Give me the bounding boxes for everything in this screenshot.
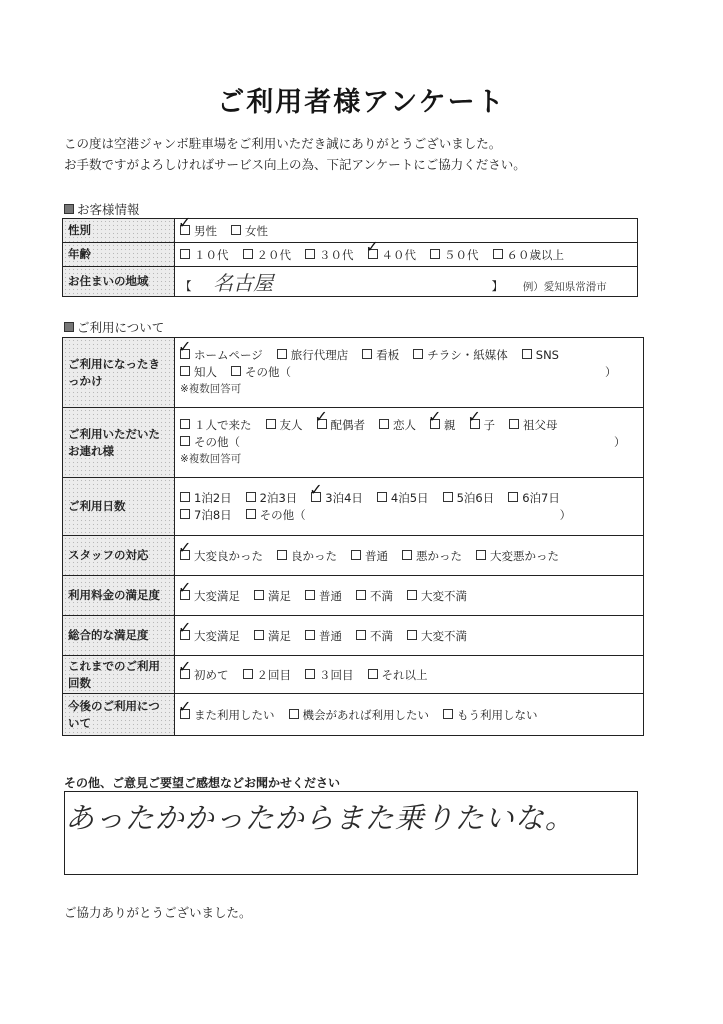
usage-table xyxy=(62,337,644,736)
checkbox-icon[interactable] xyxy=(305,590,315,600)
option-item[interactable] xyxy=(180,347,263,364)
checkbox-icon[interactable] xyxy=(443,492,453,502)
option-item[interactable] xyxy=(180,417,252,434)
checkbox-icon[interactable] xyxy=(180,436,190,446)
option-item[interactable] xyxy=(305,588,342,604)
option-label: ４０代 xyxy=(381,247,416,262)
checkbox-icon[interactable] xyxy=(180,366,190,376)
trigger-note: ※複数回答可 xyxy=(180,383,242,395)
option-item[interactable] xyxy=(379,417,416,434)
option-label: 4泊5日 xyxy=(390,490,429,505)
checkbox-icon[interactable] xyxy=(362,349,372,359)
option-item[interactable] xyxy=(443,490,495,507)
days-close-paren: ） xyxy=(559,507,572,522)
checkbox-icon[interactable] xyxy=(476,550,486,560)
days-row xyxy=(63,478,644,536)
option-item[interactable] xyxy=(231,223,268,239)
option-label: 1泊2日 xyxy=(194,490,232,505)
option-label: 恋人 xyxy=(393,418,416,432)
option-item[interactable] xyxy=(508,490,560,507)
option-label: 3泊4日 xyxy=(325,490,363,505)
option-label: 大変悪かった xyxy=(490,548,559,563)
option-item[interactable] xyxy=(305,247,354,263)
closing-text: ご協力ありがとうございました。 xyxy=(64,905,252,920)
option-label: 大変満足 xyxy=(194,588,240,603)
trigger-options xyxy=(175,338,644,408)
checkbox-icon[interactable] xyxy=(379,419,389,429)
option-label: 6泊7日 xyxy=(522,490,560,505)
checkbox-icon[interactable] xyxy=(305,249,315,259)
option-label: 男性 xyxy=(194,223,217,238)
option-label: ６０歳以上 xyxy=(506,247,564,262)
option-item[interactable] xyxy=(305,628,342,644)
checked-checkbox-icon[interactable] xyxy=(180,590,190,600)
intro-line-1: この度は空港ジャンボ駐車場をご利用いただき誠にありがとうございました。 xyxy=(64,136,502,151)
option-label: 大変満足 xyxy=(194,628,240,643)
count-row xyxy=(63,656,644,694)
option-item[interactable] xyxy=(317,417,366,434)
age-row xyxy=(63,243,638,267)
option-label: ホームページ xyxy=(194,348,263,362)
region-close-bracket: 】 xyxy=(491,279,504,293)
option-item[interactable] xyxy=(180,707,275,723)
checkbox-icon[interactable] xyxy=(508,492,518,502)
option-item[interactable] xyxy=(402,548,462,564)
region-handwritten-value: 名古屋 xyxy=(213,271,274,295)
option-item[interactable] xyxy=(476,548,559,564)
checked-checkbox-icon[interactable] xyxy=(180,709,190,719)
checked-checkbox-icon[interactable] xyxy=(311,492,321,502)
checkbox-icon[interactable] xyxy=(266,419,276,429)
future-label: 今後のご利用について xyxy=(63,694,175,736)
option-label: 配偶者 xyxy=(330,418,365,432)
option-label: SNS xyxy=(535,348,559,362)
age-label: 年齢 xyxy=(63,243,175,267)
checked-checkbox-icon[interactable] xyxy=(430,419,440,429)
option-label: 普通 xyxy=(319,588,342,603)
checkbox-icon[interactable] xyxy=(356,630,366,640)
option-item[interactable] xyxy=(180,223,217,239)
checked-checkbox-icon[interactable] xyxy=(180,550,190,560)
option-label: １人で来た xyxy=(194,418,252,432)
option-item[interactable] xyxy=(305,667,354,683)
checkbox-icon[interactable] xyxy=(413,349,423,359)
option-label: 知人 xyxy=(194,365,217,379)
checkbox-icon[interactable] xyxy=(407,590,417,600)
checkbox-icon[interactable] xyxy=(277,550,287,560)
option-label: 旅行代理店 xyxy=(290,348,349,362)
option-item[interactable] xyxy=(254,588,291,604)
checked-checkbox-icon[interactable] xyxy=(368,249,378,259)
option-label: 不満 xyxy=(370,628,393,643)
option-item[interactable] xyxy=(180,490,232,507)
option-label: 不満 xyxy=(370,588,393,603)
option-item[interactable] xyxy=(368,667,428,683)
future-options xyxy=(175,694,644,736)
companion-options xyxy=(175,408,644,478)
option-item[interactable] xyxy=(254,628,291,644)
option-label: 機会があれば利用したい xyxy=(302,707,429,722)
region-field[interactable] xyxy=(175,267,638,297)
customer-info-table xyxy=(62,218,638,297)
checkbox-icon[interactable] xyxy=(356,590,366,600)
option-label: その他（ xyxy=(194,435,240,449)
option-item[interactable] xyxy=(470,417,496,434)
option-item[interactable] xyxy=(243,247,292,263)
option-label: 子 xyxy=(483,418,495,432)
option-label: 7泊8日 xyxy=(194,507,232,522)
checkbox-icon[interactable] xyxy=(368,669,378,679)
staff-options xyxy=(175,536,644,576)
survey-title: ご利用者様アンケート xyxy=(217,87,506,118)
option-item[interactable] xyxy=(351,548,388,564)
option-item[interactable] xyxy=(180,364,217,381)
companion-note: ※複数回答可 xyxy=(180,453,242,465)
checkbox-icon[interactable] xyxy=(254,590,264,600)
option-item[interactable] xyxy=(277,548,337,564)
option-item[interactable] xyxy=(356,588,393,604)
checked-checkbox-icon[interactable] xyxy=(180,669,190,679)
companion-close-paren: ） xyxy=(614,435,626,449)
option-label: 満足 xyxy=(268,588,291,603)
option-label: 満足 xyxy=(268,628,291,643)
option-item[interactable] xyxy=(180,667,229,683)
checkbox-icon[interactable] xyxy=(277,349,287,359)
checkbox-icon[interactable] xyxy=(443,709,453,719)
checked-checkbox-icon[interactable] xyxy=(180,630,190,640)
option-label: 大変不満 xyxy=(421,628,467,643)
option-item[interactable] xyxy=(430,417,456,434)
option-label: 親 xyxy=(444,418,456,432)
checkbox-icon[interactable] xyxy=(509,419,519,429)
option-label: その他（ xyxy=(245,365,291,379)
checkbox-icon[interactable] xyxy=(305,669,315,679)
comments-box[interactable] xyxy=(64,791,638,875)
checkbox-icon[interactable] xyxy=(522,349,532,359)
checkbox-icon[interactable] xyxy=(254,630,264,640)
region-open-bracket: 【 xyxy=(180,279,192,293)
checkbox-icon[interactable] xyxy=(305,630,315,640)
option-label: ２０代 xyxy=(256,247,291,262)
option-item[interactable] xyxy=(377,490,429,507)
option-label: 友人 xyxy=(279,418,303,432)
staff-row xyxy=(63,536,644,576)
option-item[interactable] xyxy=(180,247,229,263)
checkbox-icon[interactable] xyxy=(180,249,190,259)
trigger-close-paren: ） xyxy=(605,365,617,379)
option-label: 看板 xyxy=(376,348,400,362)
option-item[interactable] xyxy=(362,347,399,364)
checkbox-icon[interactable] xyxy=(231,225,241,235)
option-label: また利用したい xyxy=(194,707,275,722)
checkbox-icon[interactable] xyxy=(180,419,190,429)
checked-checkbox-icon[interactable] xyxy=(180,349,190,359)
option-item[interactable] xyxy=(266,417,303,434)
checked-checkbox-icon[interactable] xyxy=(180,225,190,235)
option-item[interactable] xyxy=(522,347,559,364)
option-label: ３０代 xyxy=(319,247,354,262)
usage-section-heading: ご利用について xyxy=(64,318,164,336)
option-item[interactable] xyxy=(180,507,232,524)
option-item[interactable] xyxy=(180,588,240,604)
checkbox-icon[interactable] xyxy=(180,509,190,519)
option-item[interactable] xyxy=(243,667,292,683)
checkbox-icon[interactable] xyxy=(402,550,412,560)
checked-checkbox-icon[interactable] xyxy=(470,419,480,429)
option-label: その他（ xyxy=(259,507,306,522)
checkbox-icon[interactable] xyxy=(407,630,417,640)
region-row xyxy=(63,267,638,297)
option-item[interactable] xyxy=(311,490,363,507)
checkbox-icon[interactable] xyxy=(493,249,503,259)
checkbox-icon[interactable] xyxy=(377,492,387,502)
option-label: 5泊6日 xyxy=(456,490,495,505)
comments-label: その他、ご意見ご要望ご感想などお聞かせください xyxy=(64,776,341,790)
option-label: 2泊3日 xyxy=(259,490,298,505)
price-row xyxy=(63,576,644,616)
checkbox-icon[interactable] xyxy=(289,709,299,719)
days-label: ご利用日数 xyxy=(63,478,175,536)
option-label: ３回目 xyxy=(319,667,354,682)
companion-label: ご利用いただいたお連れ様 xyxy=(63,408,175,478)
staff-label: スタッフの対応 xyxy=(63,536,175,576)
option-label: ２回目 xyxy=(256,667,291,682)
overall-options xyxy=(175,616,644,656)
option-label: 祖父母 xyxy=(523,418,558,432)
option-item[interactable] xyxy=(413,347,508,364)
option-label: チラシ・紙媒体 xyxy=(427,348,508,362)
gender-row xyxy=(63,219,638,243)
gender-label: 性別 xyxy=(63,219,175,243)
option-item[interactable] xyxy=(407,628,467,644)
option-label: 女性 xyxy=(245,223,268,238)
count-options xyxy=(175,656,644,694)
region-label: お住まいの地域 xyxy=(63,267,175,297)
option-label: 大変良かった xyxy=(194,548,263,563)
option-label: それ以上 xyxy=(381,667,428,682)
option-item[interactable] xyxy=(356,628,393,644)
intro-line-2: お手数ですがよろしければサービス向上の為、下記アンケートにご協力ください。 xyxy=(64,157,526,172)
option-label: 初めて xyxy=(194,667,229,682)
region-example: 例）愛知県常滑市 xyxy=(522,281,607,293)
option-item[interactable] xyxy=(430,247,479,263)
trigger-row xyxy=(63,338,644,408)
option-item[interactable] xyxy=(180,628,240,644)
gender-options xyxy=(175,219,638,243)
checkbox-icon[interactable] xyxy=(430,249,440,259)
checked-checkbox-icon[interactable] xyxy=(317,419,327,429)
option-item[interactable] xyxy=(493,247,565,263)
option-item[interactable] xyxy=(246,507,306,524)
option-item[interactable] xyxy=(231,364,291,381)
future-row xyxy=(63,694,644,736)
option-item[interactable] xyxy=(368,247,417,263)
option-label: 悪かった xyxy=(416,548,462,563)
checkbox-icon[interactable] xyxy=(243,249,253,259)
checkbox-icon[interactable] xyxy=(243,669,253,679)
checkbox-icon[interactable] xyxy=(246,509,256,519)
checkbox-icon[interactable] xyxy=(231,366,241,376)
companion-row xyxy=(63,408,644,478)
option-item[interactable] xyxy=(277,347,349,364)
customer-section-heading: お客様情報 xyxy=(64,200,140,218)
price-label: 利用料金の満足度 xyxy=(63,576,175,616)
overall-row xyxy=(63,616,644,656)
option-label: 大変不満 xyxy=(421,588,467,603)
age-options xyxy=(175,243,638,267)
option-label: ５０代 xyxy=(444,247,479,262)
price-options xyxy=(175,576,644,616)
checkbox-icon[interactable] xyxy=(246,492,256,502)
option-item[interactable] xyxy=(509,417,558,434)
trigger-label: ご利用になったきっかけ xyxy=(63,338,175,408)
option-label: １０代 xyxy=(194,247,229,262)
option-item[interactable] xyxy=(246,490,298,507)
overall-label: 総合的な満足度 xyxy=(63,616,175,656)
option-label: 良かった xyxy=(291,548,337,563)
comments-handwritten-text: あったかかったからまた乗りたいな。 xyxy=(65,801,575,835)
option-label: もう利用しない xyxy=(457,707,538,722)
count-label: これまでのご利用回数 xyxy=(63,656,175,694)
option-item[interactable] xyxy=(443,707,538,723)
option-item[interactable] xyxy=(180,434,240,451)
checkbox-icon[interactable] xyxy=(351,550,361,560)
option-item[interactable] xyxy=(407,588,467,604)
option-label: 普通 xyxy=(365,548,388,563)
option-label: 普通 xyxy=(319,628,342,643)
checkbox-icon[interactable] xyxy=(180,492,190,502)
option-item[interactable] xyxy=(289,707,430,723)
days-options xyxy=(175,478,644,536)
option-item[interactable] xyxy=(180,548,263,564)
